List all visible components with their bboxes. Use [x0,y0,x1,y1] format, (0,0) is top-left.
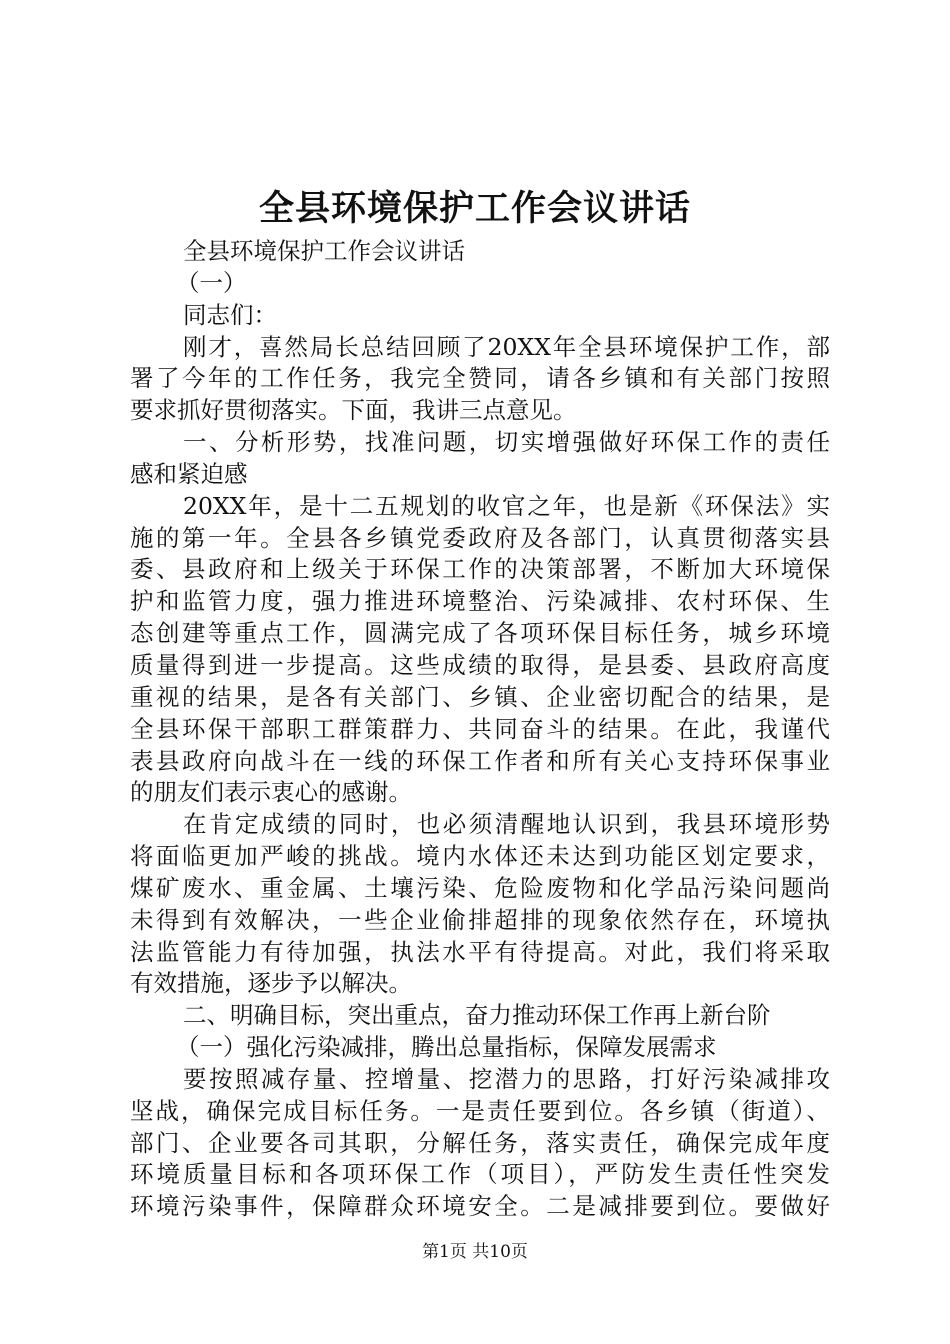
text-line: 法监管能力有待加强，执法水平有待提高。对此，我们将采取 [130,937,830,966]
text-line: 环境污染事件，保障群众环境安全。二是减排要到位。要做好 [130,1192,830,1221]
text-line: 20XX年，是十二五规划的收官之年，也是新《环保法》实 [183,491,830,520]
text-line: 委、县政府和上级关于环保工作的决策部署，不断加大环境保 [130,555,830,584]
text-line: 一、分析形势，找准问题，切实增强做好环保工作的责任 [183,428,830,457]
text-line: 表县政府向战斗在一线的环保工作者和所有关心支持环保事业 [130,746,830,775]
text-line: 刚才，喜然局长总结回顾了20XX年全县环境保护工作，部 [183,332,830,361]
text-line: 署了今年的工作任务，我完全赞同，请各乡镇和有关部门按照 [130,364,830,393]
text-line: 护和监管力度，强力推进环境整治、污染减排、农村环保、生 [130,587,830,616]
text-line: （一） [176,268,247,297]
text-line: 同志们： [183,300,277,329]
text-line: 二、明确目标，突出重点，奋力推动环保工作再上新台阶 [183,1001,771,1030]
text-line: 感和紧迫感 [130,459,248,488]
text-line: 要按照减存量、控增量、挖潜力的思路，打好污染减排攻 [183,1064,830,1093]
text-line: （一）强化污染减排，腾出总量指标，保障发展需求 [176,1033,717,1062]
text-line: 坚战，确保完成目标任务。一是责任要到位。各乡镇（街道）、 [130,1096,830,1125]
text-line: 全县环境保护工作会议讲话 [183,237,465,265]
text-line: 要求抓好贯彻落实。下面，我讲三点意见。 [130,396,577,425]
text-line: 未得到有效解决，一些企业偷排超排的现象依然存在，环境执 [130,905,830,934]
text-line: 态创建等重点工作，圆满完成了各项环保目标任务，城乡环境 [130,619,830,648]
text-line: 将面临更加严峻的挑战。境内水体还未达到功能区划定要求， [130,842,830,871]
text-line: 全县环保干部职工群策群力、共同奋斗的结果。在此，我谨代 [130,714,830,743]
document-title: 全县环境保护工作会议讲话 [258,188,691,229]
document-body [130,236,830,1223]
text-line: 煤矿废水、重金属、土壤污染、危险废物和化学品污染问题尚 [130,873,830,902]
text-line: 有效措施，逐步予以解决。 [130,969,412,998]
text-line: 质量得到进一步提高。这些成绩的取得，是县委、县政府高度 [130,650,830,679]
text-line: 重视的结果，是各有关部门、乡镇、企业密切配合的结果，是 [130,682,830,711]
page-footer: 第1页 共10页 [422,1242,528,1262]
text-line: 环境质量目标和各项环保工作（项目），严防发生责任性突发 [130,1160,830,1189]
text-line: 部门、企业要各司其职，分解任务，落实责任，确保完成年度 [130,1128,830,1157]
text-line: 在肯定成绩的同时，也必须清醒地认识到，我县环境形势 [183,810,830,839]
text-line: 施的第一年。全县各乡镇党委政府及各部门，认真贯彻落实县 [130,523,830,552]
text-line: 的朋友们表示衷心的感谢。 [130,778,412,807]
